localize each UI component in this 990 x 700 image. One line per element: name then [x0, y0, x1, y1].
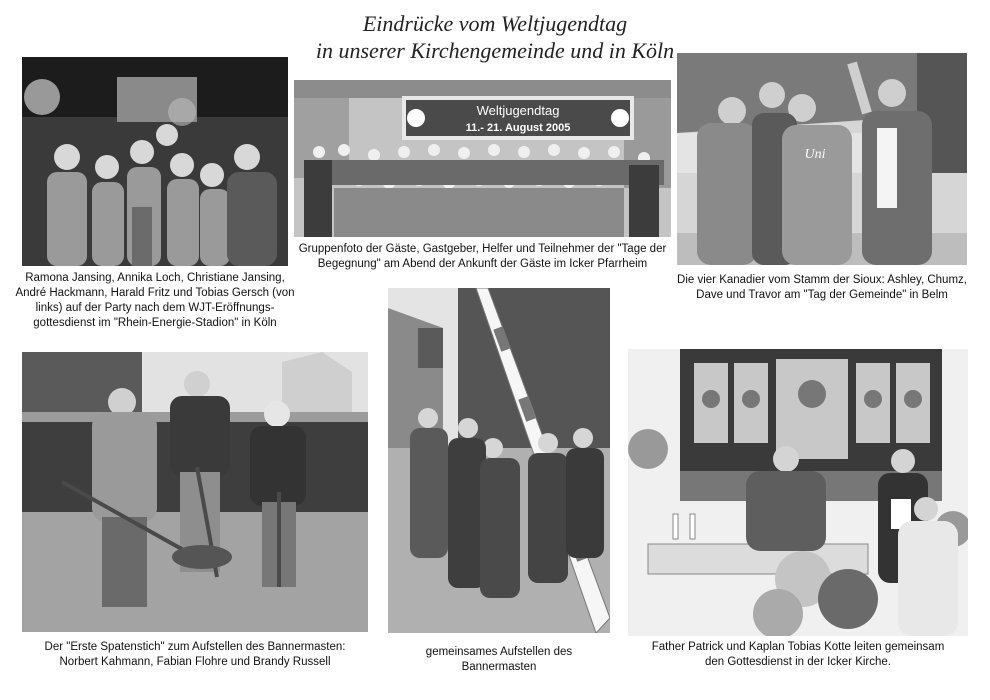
- caption-line: Begegnung" am Abend der Ankunft der Gäste im Icker Pfarrheim: [317, 258, 648, 270]
- caption-line: André Hackmann, Harald Fritz und Tobias Gersch (von: [15, 287, 295, 299]
- caption-line: Der "Erste Spatenstich" zum Aufstellen des Bannermasten:: [44, 641, 346, 653]
- title-line-2: in unserer Kirchengemeinde und in Köln: [315, 38, 675, 63]
- banner-dates: 11.- 21. August 2005: [465, 122, 571, 134]
- photo-group-banner: [294, 80, 671, 237]
- caption-banner-mast: [388, 645, 610, 675]
- caption-line: Gruppenfoto der Gäste, Gastgeber, Helfer und Teilnehmer der "Tage der: [298, 243, 667, 255]
- photo-church-service: [628, 349, 968, 636]
- photo-canadians: [677, 53, 967, 265]
- caption-line: Dave und Travor am "Tag der Gemeinde" in Belm: [696, 289, 948, 301]
- photo-banner-mast-image: [388, 288, 610, 633]
- photo-group-image: [294, 80, 671, 237]
- caption-line: gottesdienst im "Rhein-Energie-Stadion" in Köln: [33, 317, 277, 329]
- caption-line: Norbert Kahmann, Fabian Flohre und Brandy Russell: [59, 656, 331, 668]
- photo-party-image: [22, 57, 288, 266]
- title-line-1: Eindrücke vom Weltjugendtag: [362, 11, 628, 36]
- caption-line: den Gottesdienst in der Icker Kirche.: [704, 656, 891, 668]
- caption-line: gemeinsames Aufstellen des Bannermasten: [425, 646, 573, 673]
- caption-line: Die vier Kanadier vom Stamm der Sioux: Ashley, Chumz,: [677, 274, 967, 286]
- caption-line: Father Patrick und Kaplan Tobias Kotte leiten gemeinsam: [651, 641, 945, 653]
- photo-groundbreaking-image: [22, 352, 368, 632]
- banner-title: Weltjugendtag: [476, 103, 560, 118]
- photo-canadians-image: [677, 53, 967, 265]
- caption-group-banner: [294, 242, 671, 272]
- caption-line: Ramona Jansing, Annika Loch, Christiane Jansing,: [25, 272, 285, 284]
- caption-canadians: [677, 273, 967, 303]
- caption-groundbreaking: [22, 640, 368, 670]
- photo-party-stadium: [22, 57, 288, 266]
- photo-church-image: [628, 349, 968, 636]
- photo-groundbreaking: [22, 352, 368, 632]
- caption-church-service: [628, 640, 968, 670]
- photo-banner-mast: [388, 288, 610, 633]
- caption-party-stadium: [14, 271, 296, 331]
- caption-line: links) auf der Party nach dem WJT-Eröffnungs-: [35, 302, 275, 314]
- shirt-text: Uni: [804, 147, 826, 162]
